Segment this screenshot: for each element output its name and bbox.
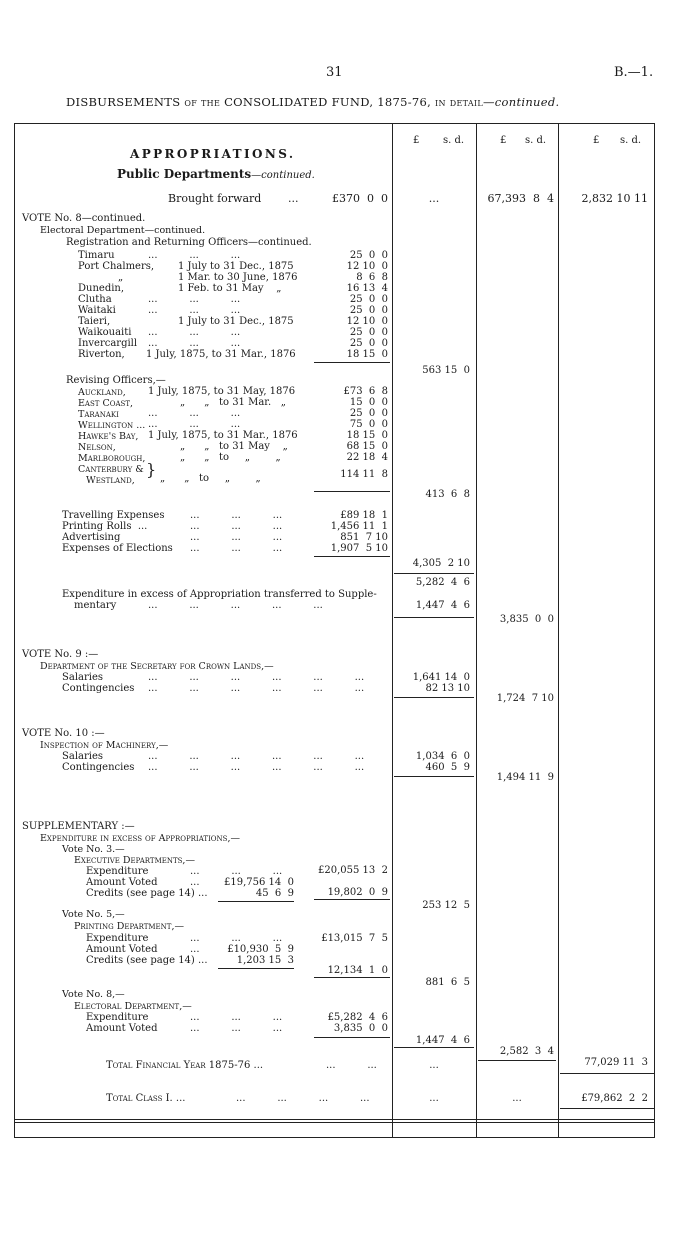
row-amount: 68 15 0 bbox=[346, 441, 388, 452]
row-name: Expenses of Elections bbox=[62, 543, 173, 554]
row-name: Riverton, bbox=[78, 349, 125, 360]
vote-8-subtotal: 5,282 4 6 bbox=[415, 577, 470, 588]
sum-rule bbox=[314, 899, 390, 900]
row-period: „ „ to 31 May „ bbox=[180, 441, 288, 452]
column-divider bbox=[476, 123, 477, 1138]
row-name: Port Chalmers, bbox=[78, 261, 155, 272]
electoral-dept-supp-heading: Electoral Department,— bbox=[74, 1001, 192, 1012]
vote-8-supp-title: Vote No. 8,— bbox=[62, 989, 125, 1000]
leader-dots: ... ... ... ... ... ... bbox=[148, 762, 365, 773]
sum-rule bbox=[314, 556, 390, 557]
row-amount: 460 5 9 bbox=[425, 762, 470, 773]
row-name: Auckland, bbox=[78, 387, 126, 398]
row-name: Expenditure bbox=[86, 1012, 149, 1023]
row-name: East Coast, bbox=[78, 398, 134, 409]
supplementary-subheading: Expenditure in excess of Appropriations,— bbox=[40, 833, 240, 844]
row-period: „ „ to „ „ bbox=[180, 452, 281, 463]
vote-3-excess: 253 12 5 bbox=[422, 900, 470, 911]
inner-amount: 45 6 9 bbox=[255, 888, 294, 899]
brought-forward-label: Brought forward bbox=[168, 192, 262, 205]
excess-label: Expenditure in excess of Appropriation transferred to Supple- bbox=[62, 589, 377, 600]
class-total-label: Total Class I. ... bbox=[106, 1093, 186, 1104]
row-name: Westland, bbox=[86, 475, 135, 486]
row-name: Taranaki bbox=[78, 409, 119, 420]
row-period: ... ... ... bbox=[148, 294, 241, 305]
sd-header: s. d. bbox=[525, 135, 547, 146]
sum-rule bbox=[394, 617, 474, 618]
pound-header: £ bbox=[593, 135, 600, 146]
row-name: Nelson, bbox=[78, 442, 116, 453]
supplementary-total: 2,582 3 4 bbox=[499, 1046, 554, 1057]
row-name: Marlborough, bbox=[78, 453, 146, 464]
bottom-rule bbox=[14, 1119, 655, 1120]
leader-dots: ... ... ... bbox=[190, 1012, 283, 1023]
row-amount: 15 0 0 bbox=[349, 397, 388, 408]
class-total-amount: £79,862 2 2 bbox=[581, 1093, 648, 1104]
leader-dots: ... ... ... bbox=[190, 866, 283, 877]
row-name: Hawke's Bay, bbox=[78, 431, 139, 442]
vote-9-title: VOTE No. 9 :— bbox=[22, 649, 99, 660]
row-amount: 1,907 5 10 bbox=[330, 543, 388, 554]
title-part: CONSOLIDATED FUND, 1875-76, bbox=[224, 95, 432, 109]
row-name: Wellington ... bbox=[78, 420, 146, 431]
row-name: Timaru bbox=[78, 250, 115, 261]
row-period: 1 July to 31 Dec., 1875 bbox=[178, 316, 294, 327]
machinery-dept-heading: Inspection of Machinery,— bbox=[40, 740, 169, 751]
row-amount: 18 15 0 bbox=[346, 430, 388, 441]
row-name: Salaries bbox=[62, 751, 104, 762]
row-name: Taieri, bbox=[78, 316, 111, 327]
row-period: ... ... ... bbox=[148, 419, 241, 430]
row-amount: 12 10 0 bbox=[346, 316, 388, 327]
row-name: Contingencies bbox=[62, 683, 135, 694]
leader-dots: ... ... ... bbox=[190, 933, 283, 944]
row-amount: 114 11 8 bbox=[340, 469, 388, 480]
sum-rule bbox=[394, 1047, 474, 1048]
row-period: 1 July, 1875, to 31 May, 1876 bbox=[148, 386, 296, 397]
executive-dept-heading: Executive Departments,— bbox=[74, 855, 195, 866]
revising-officers-heading: Revising Officers,— bbox=[66, 375, 166, 386]
row-name: Invercargill bbox=[78, 338, 138, 349]
row-amount: £73 6 8 bbox=[343, 386, 388, 397]
inner-amount: £19,756 14 0 bbox=[224, 877, 294, 888]
title-part: in detail bbox=[435, 95, 483, 109]
row-amount: 25 0 0 bbox=[349, 294, 388, 305]
financial-year-total-amount: 77,029 11 3 bbox=[584, 1057, 648, 1068]
row-amount: 75 0 0 bbox=[349, 419, 388, 430]
brought-forward-col3: 67,393 8 4 bbox=[487, 192, 554, 205]
row-amount: 18 15 0 bbox=[346, 349, 388, 360]
printing-dept-heading: Printing Department,— bbox=[74, 921, 184, 932]
sum-rule bbox=[314, 362, 390, 363]
registration-total: 563 15 0 bbox=[422, 365, 470, 376]
row-amount: 1,456 11 1 bbox=[330, 521, 388, 532]
row-amount: 3,835 0 0 bbox=[333, 1023, 388, 1034]
row-name: Canterbury & bbox=[78, 464, 144, 475]
row-amount: 19,802 0 9 bbox=[327, 887, 388, 898]
bottom-rule bbox=[14, 1122, 655, 1123]
row-amount: £5,282 4 6 bbox=[327, 1012, 388, 1023]
vote-8-title: VOTE No. 8—continued. bbox=[22, 213, 146, 224]
row-name: Waitaki bbox=[78, 305, 116, 316]
excess-label: mentary bbox=[74, 600, 117, 611]
leader-dots: ... ... ... ... bbox=[236, 1093, 370, 1104]
row-name: Contingencies bbox=[62, 762, 135, 773]
excess-amount: 1,447 4 6 bbox=[415, 600, 470, 611]
vote-3-title: Vote No. 3.— bbox=[62, 844, 125, 855]
document-reference: B.—1. bbox=[614, 65, 654, 80]
leader-dots: ... ... ... ... ... bbox=[148, 600, 323, 611]
row-name: „ bbox=[118, 272, 124, 283]
row-period: 1 Feb. to 31 May „ bbox=[178, 283, 282, 294]
row-period: ... ... ... bbox=[148, 327, 241, 338]
leader-dots: ... ... ... ... ... ... bbox=[148, 751, 365, 762]
brought-forward-amount: £370 0 0 bbox=[332, 192, 388, 205]
row-amount: 12,134 1 0 bbox=[327, 965, 388, 976]
row-period: 1 Mar. to 30 June, 1876 bbox=[178, 272, 298, 283]
row-name: Amount Voted bbox=[86, 1023, 158, 1034]
row-amount: 82 13 10 bbox=[425, 683, 470, 694]
sum-rule bbox=[314, 1037, 390, 1038]
row-amount: 25 0 0 bbox=[349, 305, 388, 316]
row-period: 1 July, 1875, to 31 Mar., 1876 bbox=[148, 430, 298, 441]
vote-8-total: 3,835 0 0 bbox=[499, 614, 554, 625]
crown-lands-dept-heading: Department of the Secretary for Crown Lands,— bbox=[40, 661, 274, 672]
brought-forward-col2: ... bbox=[428, 192, 440, 205]
sum-rule bbox=[560, 1108, 654, 1109]
row-amount: 1,641 14 0 bbox=[412, 672, 470, 683]
sd-header: s. d. bbox=[443, 135, 465, 146]
page-title bbox=[66, 97, 559, 109]
vote-10-title: VOTE No. 10 :— bbox=[22, 728, 105, 739]
leader-dots: ... bbox=[429, 1060, 439, 1071]
leader-dots: ... ... bbox=[326, 1060, 377, 1071]
leader-dots: ... bbox=[190, 944, 200, 955]
row-name: Amount Voted bbox=[86, 944, 158, 955]
row-amount: 12 10 0 bbox=[346, 261, 388, 272]
row-amount: 25 0 0 bbox=[349, 338, 388, 349]
vote-5-title: Vote No. 5,— bbox=[62, 909, 125, 920]
row-name: Expenditure bbox=[86, 866, 149, 877]
column-divider bbox=[558, 123, 559, 1138]
title-part: of the bbox=[184, 95, 221, 109]
row-name: Advertising bbox=[62, 532, 121, 543]
row-amount: 8 6 8 bbox=[356, 272, 388, 283]
row-name: Dunedin, bbox=[78, 283, 125, 294]
row-period: ... ... ... bbox=[148, 408, 241, 419]
row-amount: 25 0 0 bbox=[349, 327, 388, 338]
sum-rule bbox=[314, 491, 390, 492]
page-number: 31 bbox=[326, 65, 343, 80]
leader-dots: ... ... ... bbox=[190, 521, 283, 532]
row-period: „ „ to „ „ bbox=[160, 473, 261, 484]
leader-dots: ... ... ... ... ... ... bbox=[148, 672, 365, 683]
appropriations-heading: APPROPRIATIONS. bbox=[130, 147, 296, 161]
electoral-dept-heading: Electoral Department—continued. bbox=[40, 225, 206, 236]
row-period: ... ... ... bbox=[148, 305, 241, 316]
subheading-text: Public Departments bbox=[117, 167, 252, 181]
vote-5-excess: 881 6 5 bbox=[425, 977, 470, 988]
leader-dots: ... bbox=[512, 1093, 522, 1104]
row-name: Amount Voted bbox=[86, 877, 158, 888]
revising-total: 413 6 8 bbox=[425, 489, 470, 500]
row-period: 1 July, 1875, to 31 Mar., 1876 bbox=[146, 349, 296, 360]
row-amount: 1,034 6 0 bbox=[415, 751, 470, 762]
row-amount: 22 18 4 bbox=[346, 452, 388, 463]
sum-rule bbox=[394, 697, 474, 698]
row-name: Travelling Expenses bbox=[62, 510, 165, 521]
sum-rule bbox=[478, 1060, 556, 1061]
brace: } bbox=[146, 460, 157, 479]
sum-rule bbox=[394, 573, 474, 574]
row-amount: £13,015 7 5 bbox=[321, 933, 388, 944]
inner-amount: 1,203 15 3 bbox=[236, 955, 294, 966]
leader-dots: ... ... ... bbox=[190, 532, 283, 543]
vote-8-supp-excess: 1,447 4 6 bbox=[415, 1035, 470, 1046]
leader-dots: ... ... ... ... ... ... bbox=[148, 683, 365, 694]
subheading-continued: —continued. bbox=[251, 170, 315, 181]
row-period: „ „ to 31 Mar. „ bbox=[180, 397, 286, 408]
sum-rule bbox=[394, 776, 474, 777]
row-period: ... ... ... bbox=[148, 338, 241, 349]
row-amount: 16 13 4 bbox=[346, 283, 388, 294]
row-amount: £89 18 1 bbox=[340, 510, 388, 521]
sum-rule bbox=[560, 1073, 654, 1074]
row-name: Expenditure bbox=[86, 933, 149, 944]
vote-9-total: 1,724 7 10 bbox=[496, 693, 554, 704]
row-period: 1 July to 31 Dec., 1875 bbox=[178, 261, 294, 272]
leader-dots: ... ... ... bbox=[190, 1023, 283, 1034]
row-amount: £20,055 13 2 bbox=[318, 865, 388, 876]
inner-amount: £10,930 5 9 bbox=[227, 944, 294, 955]
row-amount: 25 0 0 bbox=[349, 250, 388, 261]
leader-dots: ... bbox=[429, 1093, 439, 1104]
row-period: ... ... ... bbox=[148, 250, 241, 261]
row-name: Salaries bbox=[62, 672, 104, 683]
row-name: Waikouaiti bbox=[78, 327, 132, 338]
leader-dots: ... bbox=[190, 877, 200, 888]
expenses-total: 4,305 2 10 bbox=[412, 558, 470, 569]
brought-forward-col4: 2,832 10 11 bbox=[581, 192, 648, 205]
row-name: Printing Rolls ... bbox=[62, 521, 148, 532]
sd-header: s. d. bbox=[620, 135, 642, 146]
sum-rule bbox=[218, 968, 294, 969]
vote-10-total: 1,494 11 9 bbox=[496, 772, 554, 783]
registration-heading: Registration and Returning Officers—continued. bbox=[66, 237, 312, 248]
leader-dots: ... ... ... bbox=[190, 543, 283, 554]
leader-dots: ... bbox=[288, 192, 299, 205]
row-name: Credits (see page 14) ... bbox=[86, 888, 208, 899]
row-name: Credits (see page 14) ... bbox=[86, 955, 208, 966]
row-amount: 851 7 10 bbox=[340, 532, 388, 543]
public-departments-subheading bbox=[117, 168, 315, 181]
pound-header: £ bbox=[413, 135, 420, 146]
sum-rule bbox=[314, 977, 390, 978]
financial-year-total-label: Total Financial Year 1875-76 ... bbox=[106, 1060, 264, 1071]
title-part: DISBURSEMENTS bbox=[66, 95, 181, 109]
row-name: Clutha bbox=[78, 294, 112, 305]
leader-dots: ... ... ... bbox=[190, 510, 283, 521]
pound-header: £ bbox=[500, 135, 507, 146]
supplementary-title: SUPPLEMENTARY :— bbox=[22, 821, 135, 832]
sum-rule bbox=[218, 901, 294, 902]
title-part: —continued. bbox=[482, 95, 560, 109]
row-amount: 25 0 0 bbox=[349, 408, 388, 419]
